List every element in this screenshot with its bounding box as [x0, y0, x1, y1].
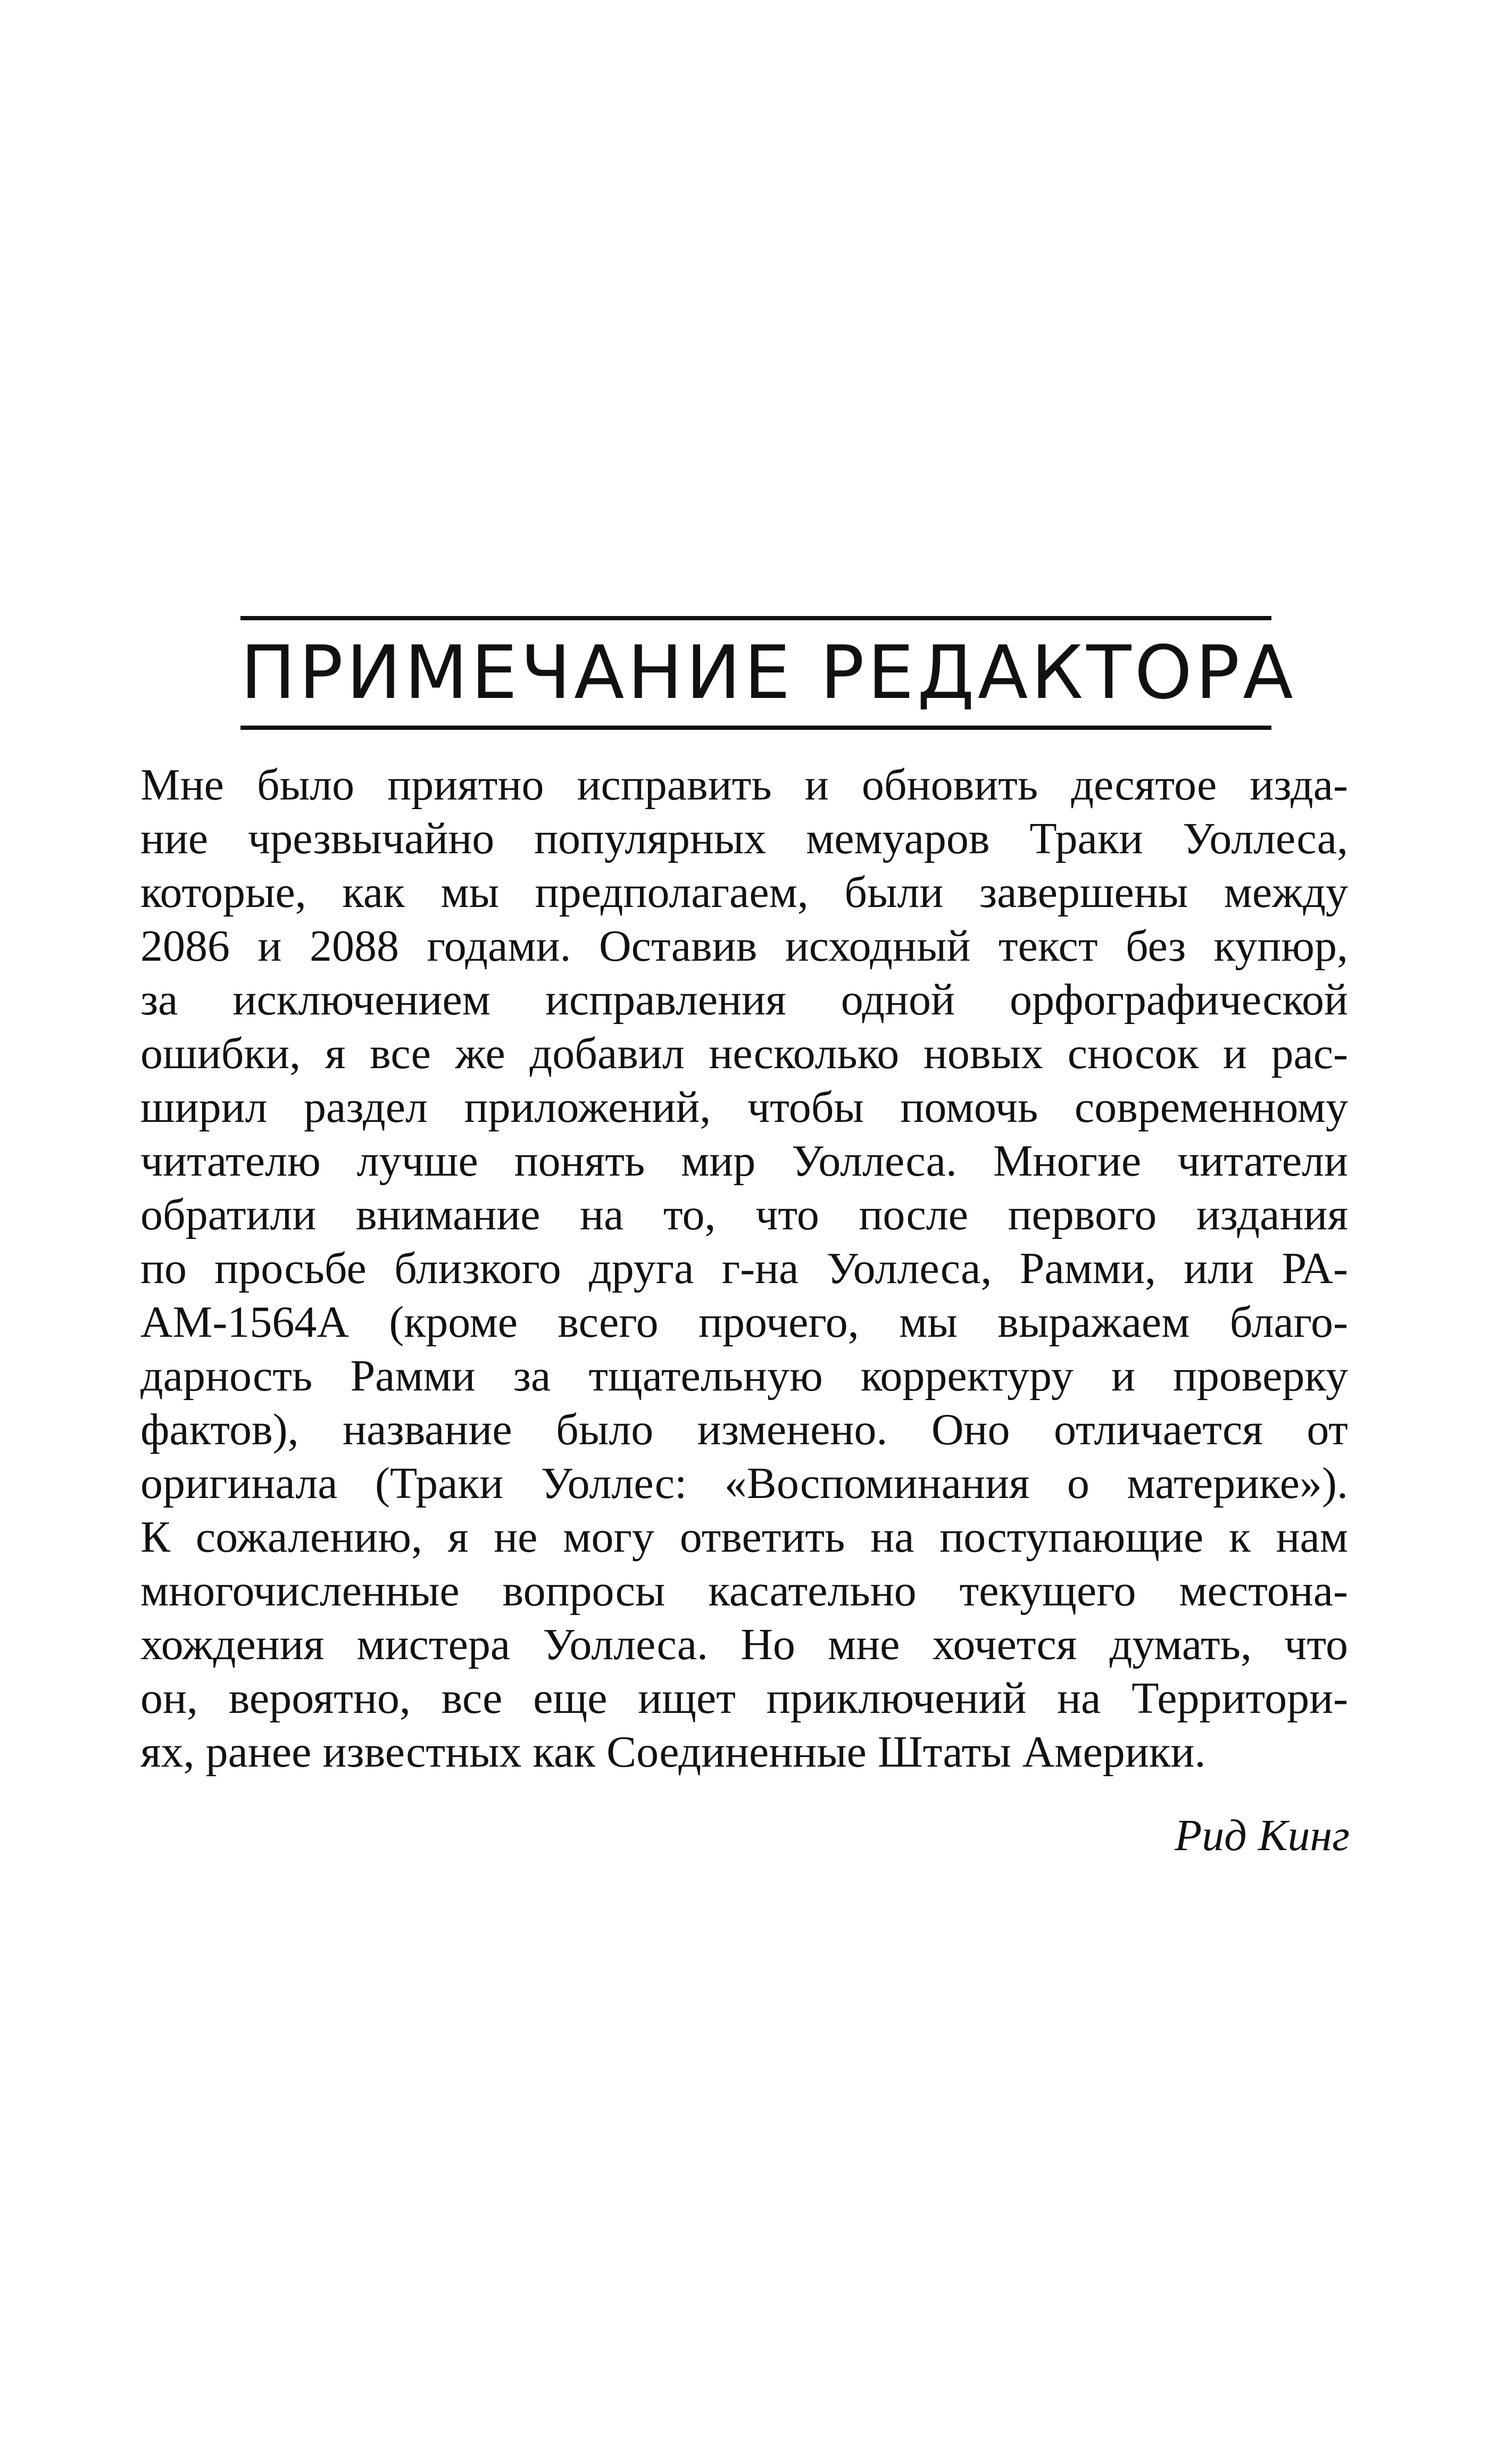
text-line: читателю лучше понять мир Уоллеса. Многие читатели [140, 1136, 1348, 1186]
text-line: ошибки, я все же добавил несколько новых сносок и рас- [140, 1029, 1348, 1078]
bottom-rule [240, 726, 1271, 730]
text-line: ние чрезвычайно популярных мемуаров Траки Уоллеса, [140, 814, 1348, 863]
text-line: оригинала (Траки Уоллес: «Воспоминания о материке»). [140, 1459, 1348, 1508]
text-line: фактов), название было изменено. Оно отличается от [140, 1405, 1348, 1454]
text-line: он, вероятно, все еще ищет приключений на Территори- [140, 1674, 1348, 1723]
text-line: обратили внимание на то, что после первого издания [140, 1190, 1348, 1239]
author-signature: Рид Кинг [1174, 1811, 1350, 1860]
text-line: хождения мистера Уоллеса. Но мне хочется думать, что [140, 1620, 1348, 1669]
text-line: ях, ранее известных как Соединенные Штаты Америки. [140, 1727, 1206, 1777]
text-line: за исключением исправления одной орфографической [140, 975, 1348, 1025]
page-title: ПРИМЕЧАНИЕ РЕДАКТОРА [240, 630, 1296, 715]
text-line: ширил раздел приложений, чтобы помочь современному [140, 1083, 1348, 1132]
heading-block [240, 616, 1296, 730]
text-line: К сожалению, я не могу ответить на поступающие к нам [140, 1512, 1348, 1562]
editor-note-text [140, 758, 1348, 1779]
text-line: 2086 и 2088 годами. Оставив исходный текст без купюр, [140, 921, 1348, 971]
text-line: Мне было приятно исправить и обновить десятое изда- [140, 760, 1348, 810]
top-rule [240, 616, 1271, 620]
text-line: дарность Рамми за тщательную корректуру и проверку [140, 1351, 1348, 1401]
text-line: по просьбе близкого друга г-на Уоллеса, Рамми, или РА- [140, 1244, 1348, 1293]
text-line: АМ-1564А (кроме всего прочего, мы выражаем благо- [140, 1297, 1348, 1347]
text-line: многочисленные вопросы касательно текущего местона- [140, 1566, 1348, 1616]
text-line: которые, как мы предполагаем, были завершены между [140, 868, 1348, 917]
